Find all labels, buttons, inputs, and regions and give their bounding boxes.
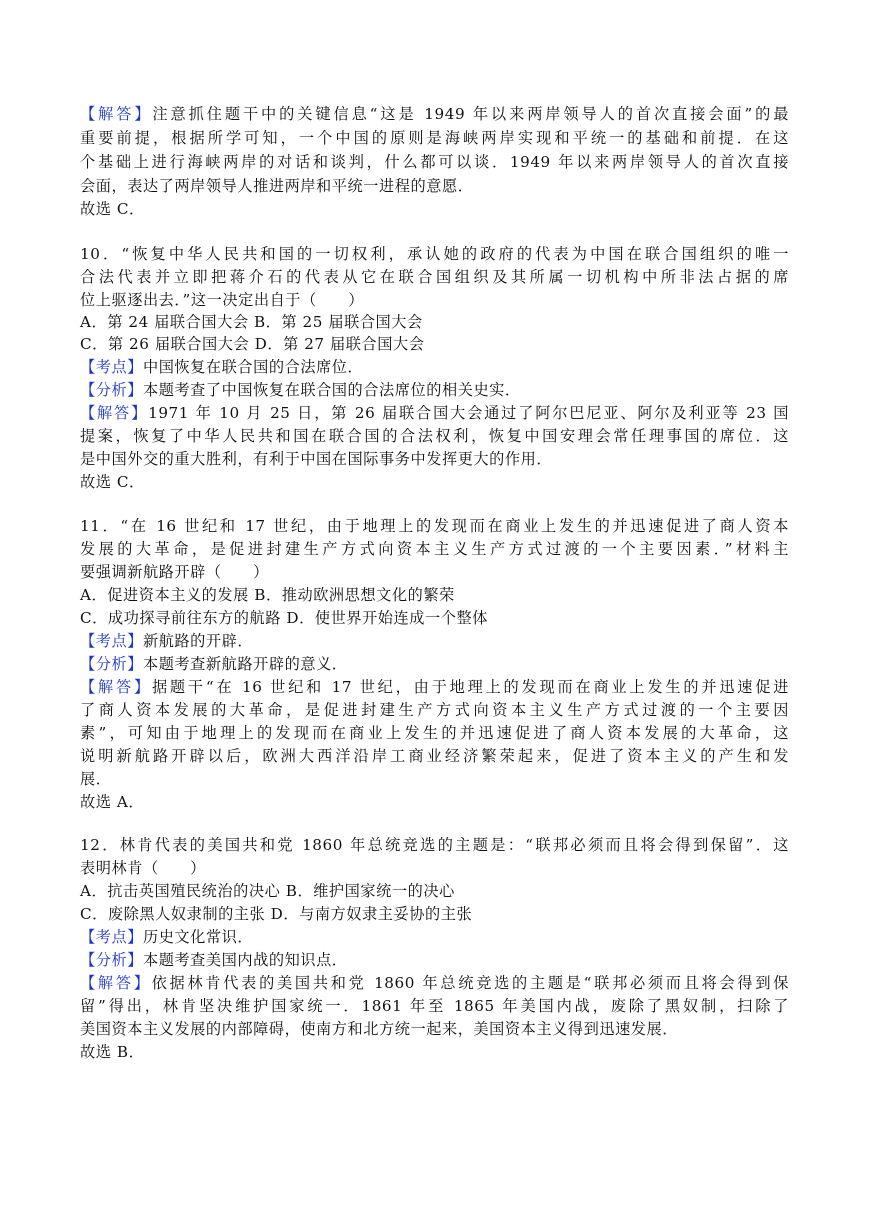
line-text: 素”，可知由于地理上的发现而在商业上发生的并迅速促进了商人资本发展的大革命，这: [80, 724, 789, 742]
text-line: [80, 174, 789, 198]
answer-line: [80, 721, 789, 745]
fenxi-tag: 【分析】: [80, 655, 143, 673]
question-stem-line: [80, 265, 789, 289]
line-text: A．抗击英国殖民统治的决心 B．维护国家统一的决心: [80, 882, 455, 900]
line-text: C．第 26 届联合国大会 D．第 27 届联合国大会: [80, 335, 425, 353]
question-stem-line: [80, 856, 789, 880]
line-text: 是中国外交的重大胜利，有利于中国在国际事务中发挥更大的作用．: [80, 450, 553, 468]
line-text: 展．: [80, 770, 112, 788]
line-text: 故选 C．: [80, 473, 145, 491]
fenxi-line: [80, 948, 789, 972]
option-line: [80, 583, 789, 607]
line-text: 美国资本主义发展的内部障碍，使南方和北方统一起来，美国资本主义得到迅速发展．: [80, 1020, 679, 1038]
option-line: [80, 902, 789, 926]
line-text: A．促进资本主义的发展 B．推动欧洲思想文化的繁荣: [80, 586, 455, 604]
line-text: 会面，表达了两岸领导人推进两岸和平统一进程的意愿．: [80, 177, 474, 195]
line-text: 中国恢复在联合国的合法席位．: [142, 358, 364, 376]
line-text: C．成功探寻前往东方的航路 D．使世界开始连成一个整体: [80, 609, 488, 627]
option-line: [80, 332, 789, 356]
option-line: [80, 606, 789, 630]
answer-line: [80, 767, 789, 791]
line-text: 合法代表并立即把蒋介石的代表从它在联合国组织及其所属一切机构中所非法占据的席: [80, 268, 789, 286]
kaodian-line: [80, 925, 789, 949]
line-text: 留”得出，林肯坚决维护国家统一．1861 年至 1865 年美国内战，废除了黑奴制，扫除了: [80, 997, 789, 1015]
line-text: 重要前提，根据所学可知，一个中国的原则是海峡两岸实现和平统一的基础和前提．在这: [80, 129, 789, 147]
question-stem-line: [80, 288, 789, 312]
text-line: [80, 102, 789, 126]
line-text: 故选 A．: [80, 793, 145, 811]
kaodian-tag: 【考点】: [80, 928, 143, 946]
line-text: 表明林肯（ ）: [80, 859, 206, 877]
answer-line: [80, 744, 789, 768]
option-line: [80, 310, 789, 334]
line-text: 新航路的开辟．: [142, 632, 254, 650]
answer-tag: 【解答】: [80, 678, 152, 696]
option-line: [80, 879, 789, 903]
line-text: 注意抓住题干中的关键信息“这是 1949 年以来两岸领导人的首次直接会面”的最: [152, 105, 789, 123]
question-stem-line: [80, 514, 789, 538]
line-text: 位上驱逐出去．”这一决定出自于（ ）: [80, 291, 364, 309]
line-text: 要强调新航路开辟（ ）: [80, 563, 269, 581]
line-text: 据题干“在 16 世纪和 17 世纪，由于地理上的发现而在商业上发生的并迅速促进: [151, 678, 790, 696]
text-line: [80, 126, 789, 150]
line-text: 本题考查了中国恢复在联合国的合法席位的相关史实．: [142, 381, 521, 399]
kaodian-line: [80, 629, 789, 653]
question-stem-line: [80, 833, 789, 857]
answer-line: [80, 447, 789, 471]
line-text: 本题考查美国内战的知识点．: [142, 951, 348, 969]
question-stem-line: [80, 560, 789, 584]
question-stem-line: [80, 242, 789, 266]
answer-tag: 【解答】: [80, 404, 149, 422]
line-text: 历史文化常识．: [142, 928, 254, 946]
kaodian-tag: 【考点】: [80, 632, 143, 650]
line-text: 11．“在 16 世纪和 17 世纪，由于地理上的发现而在商业上发生的并迅速促进了商人资本: [80, 517, 789, 535]
line-text: 10．“恢复中华人民共和国的一切权利，承认她的政府的代表为中国在联合国组织的唯一: [80, 245, 789, 263]
answer-line: [80, 1017, 789, 1041]
line-text: 1971 年 10 月 25 日，第 26 届联合国大会通过了阿尔巴尼亚、阿尔及利亚等 23 国: [148, 404, 789, 422]
line-text: 提案，恢复了中华人民共和国在联合国的合法权利，恢复中国安理会常任理事国的席位．这: [80, 427, 789, 445]
answer-line: [80, 971, 789, 995]
line-text: A．第 24 届联合国大会 B．第 25 届联合国大会: [80, 313, 423, 331]
choice-line: [80, 790, 789, 814]
choice-line: [80, 197, 789, 221]
text-line: [80, 150, 789, 174]
fenxi-tag: 【分析】: [80, 381, 143, 399]
fenxi-line: [80, 652, 789, 676]
kaodian-tag: 【考点】: [80, 358, 143, 376]
choice-line: [80, 470, 789, 494]
kaodian-line: [80, 355, 789, 379]
answer-line: [80, 401, 789, 425]
choice-line: [80, 1040, 789, 1064]
line-text: 个基础上进行海峡两岸的对话和谈判，什么都可以谈．1949 年以来两岸领导人的首次直接: [80, 153, 790, 171]
answer-line: [80, 675, 789, 699]
answer-tag: 【解答】: [80, 974, 152, 992]
answer-line: [80, 994, 789, 1018]
question-stem-line: [80, 537, 789, 561]
fenxi-line: [80, 378, 789, 402]
line-text: 本题考查新航路开辟的意义．: [142, 655, 348, 673]
answer-tag: 【解答】: [80, 105, 153, 123]
line-text: 了商人资本发展的大革命，是促进封建生产方式向资本主义生产方式过渡的一个主要因: [80, 701, 789, 719]
answer-line: [80, 698, 789, 722]
line-text: 12．林肯代表的美国共和党 1860 年总统竞选的主题是：“联邦必须而且将会得到保留”．这: [80, 836, 789, 854]
answer-line: [80, 424, 789, 448]
line-text: 发展的大革命，是促进封建生产方式向资本主义生产方式过渡的一个主要因素．”材料主: [80, 540, 789, 558]
line-text: 故选 B．: [80, 1043, 145, 1061]
line-text: 依据林肯代表的美国共和党 1860 年总统竞选的主题是“联邦必须而且将会得到保: [151, 974, 789, 992]
line-text: 故选 C．: [80, 200, 145, 218]
line-text: 说明新航路开辟以后，欧洲大西洋沿岸工商业经济繁荣起来，促进了资本主义的产生和发: [80, 747, 789, 765]
fenxi-tag: 【分析】: [80, 951, 143, 969]
line-text: C．废除黑人奴隶制的主张 D．与南方奴隶主妥协的主张: [80, 905, 473, 923]
